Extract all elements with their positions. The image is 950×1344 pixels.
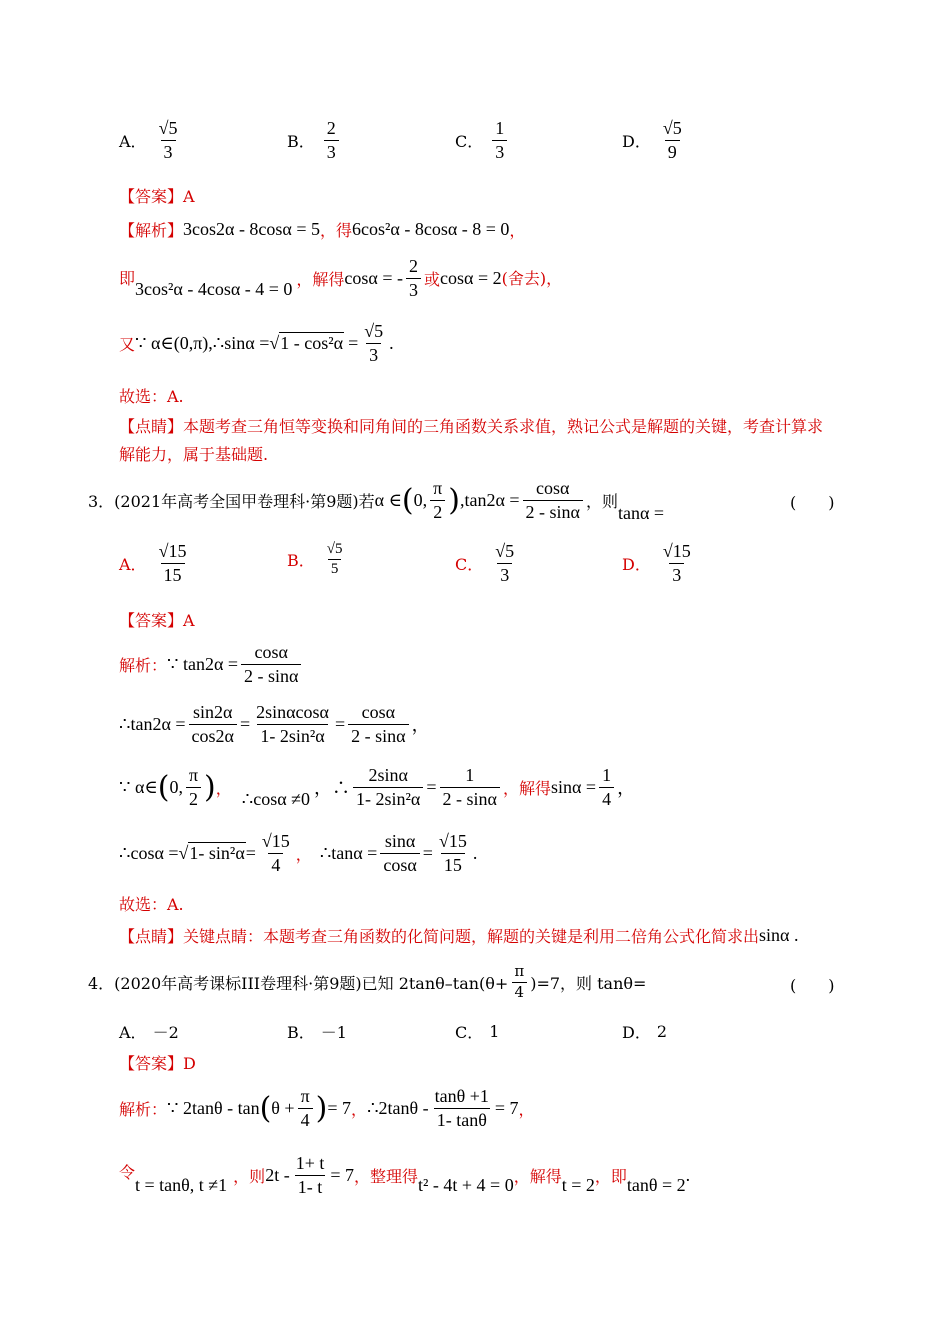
frac-num: 1 <box>602 764 612 785</box>
math-expr: ， <box>411 715 430 735</box>
option-value: 1 <box>489 1022 500 1041</box>
text: ，解得 <box>513 1166 562 1186</box>
frac-num: 1 <box>465 764 475 785</box>
frac-num: 1 <box>495 118 505 138</box>
frac-den: 3 <box>161 140 176 163</box>
option-value: －1 <box>320 1023 347 1042</box>
frac-den: 4 <box>298 1108 313 1131</box>
frac-den: 2 - sinα <box>523 500 583 523</box>
q2-dianjing-line2: 解能力，属于基础题. <box>119 445 269 464</box>
math-expr: . <box>685 1164 691 1185</box>
frac-den: 2 <box>186 787 201 810</box>
math-expr: ， <box>617 778 636 798</box>
math-expr: sinα = <box>550 776 597 797</box>
frac-num: √5 <box>662 118 682 138</box>
option-label: B． <box>287 1023 315 1042</box>
q3-select: 故选：A. <box>119 895 184 914</box>
math-expr: . <box>389 332 394 353</box>
math-expr: = 7 <box>327 1097 352 1118</box>
text: ， <box>295 844 312 864</box>
frac-num: √5 <box>158 118 178 138</box>
q2-answer <box>119 184 195 207</box>
frac-num: π <box>514 962 525 981</box>
text: ，则 <box>233 1166 266 1186</box>
q3-solution-line1 <box>119 638 304 690</box>
q4-answer-paren: ( ) <box>790 976 835 995</box>
frac-num: √15 <box>662 541 691 561</box>
text: ， <box>509 220 526 240</box>
q2-option-b[interactable] <box>287 118 342 162</box>
frac-den: 1- tanθ <box>434 1108 490 1131</box>
math-expr: ，∴ <box>314 778 351 798</box>
math-expr: t = 2 <box>561 1175 595 1195</box>
option-label: B． <box>287 551 315 571</box>
q3-answer-paren: ( ) <box>790 493 835 512</box>
math-expr: 2t - <box>265 1164 290 1185</box>
math-expr: = <box>348 332 359 353</box>
frac-den: cos2α <box>189 724 237 747</box>
frac-den: 4 <box>599 787 614 810</box>
frac-num: 1+ t <box>295 1152 325 1173</box>
option-label: A． <box>119 554 147 574</box>
text: ，解得 <box>502 778 551 798</box>
q4-solution-line1: 解析： ∵ 2tanθ - tan ( θ + $\frac{\pi}{4}$ ) = 7 ， ∴2tanθ - $\frac{\tan\theta +1}{1- \tan\theta}$ = 7 ， <box>119 1085 535 1130</box>
math-expr: 3cos2α - 8cosα = 5 <box>183 218 321 239</box>
q2-solution-line3: 又 ∵ α∈(0,π),∴sinα = √1 - cos²α = $\frac{√5}{3}$ . <box>119 320 394 365</box>
text: ，则 <box>585 491 618 511</box>
frac-num: sin2α <box>193 701 233 722</box>
q2-option-c[interactable] <box>455 118 510 162</box>
option-value: －2 <box>152 1023 179 1042</box>
q2-dianjing-line1 <box>119 414 823 437</box>
q2-option-a[interactable] <box>119 118 183 162</box>
q3-solution-line4: ∴cosα = √1- sin²α = $\frac{√15}{4}$ ， ∴tanα = $\frac{\sin\alpha}{\cos\alpha}$ = $\frac{√15}{15}$ . <box>119 830 478 875</box>
frac-num: π <box>188 764 199 785</box>
frac-num: cosα <box>361 701 396 722</box>
math-expr: cosα = - <box>344 267 403 288</box>
frac-den: 3 <box>366 343 381 366</box>
q4-answer <box>119 1051 196 1074</box>
answer-tag: 【答案】 <box>119 611 184 630</box>
text: ， <box>351 1099 368 1119</box>
frac-den: 2 - sinα <box>241 664 301 687</box>
math-expr: ∵ 2tanθ - tan <box>167 1097 260 1118</box>
math-expr: . <box>472 842 478 863</box>
jiexi-label: 解析： <box>119 1099 168 1119</box>
math-expr: α ∈ <box>374 489 402 510</box>
option-value: 2 <box>656 1022 668 1041</box>
frac-den: 15 <box>441 853 465 876</box>
math-expr: = 7 <box>330 1164 354 1185</box>
math-expr: ∵ α∈(0,π),∴sinα = <box>135 332 270 353</box>
frac-num: √5 <box>364 320 384 341</box>
radicand: 1- sin²α <box>189 843 245 863</box>
math-expr: ∴cosα = <box>119 842 179 863</box>
jiexi-tag: 【解析】 <box>119 220 184 240</box>
frac-den: 1- 2sin²α <box>353 787 423 810</box>
math-expr: 6cos²α - 8cosα - 8 = 0 <box>352 218 510 239</box>
math-expr: ∴tan2α = <box>119 713 186 734</box>
text: ，即 <box>594 1166 627 1186</box>
q4-stem <box>88 958 646 1006</box>
q2-solution-line1 <box>119 216 525 242</box>
frac-den: 1- t <box>295 1175 326 1198</box>
question-stem: 4．(2020年高考课标III卷理科·第9题)已知 2tanθ–tan(θ+ <box>88 973 509 993</box>
frac-den: 3 <box>324 140 339 163</box>
jiexi-label: 解析： <box>119 655 168 675</box>
answer-tag: 【答案】 <box>119 187 184 206</box>
frac-num: tanθ +1 <box>434 1085 489 1106</box>
frac-den: 2 - sinα <box>348 724 408 747</box>
dianjing-tag: 【点睛】 <box>119 926 184 946</box>
text: 又 <box>119 334 136 354</box>
text: ， <box>215 778 232 798</box>
frac-den: cosα <box>380 853 419 876</box>
q2-select: 故选：A. <box>119 387 184 406</box>
text: ，解得 <box>296 269 345 289</box>
text: 令 <box>119 1163 136 1182</box>
answer-value: A <box>183 187 195 206</box>
radicand: 1 - cos²α <box>280 333 344 353</box>
frac-den: 2 - sinα <box>440 787 500 810</box>
math-expr: cosα = 2 <box>440 267 502 288</box>
math-expr: 0, <box>413 489 428 510</box>
frac-den: 3 <box>497 563 512 586</box>
frac-num: cosα <box>254 641 288 662</box>
math-expr: θ + <box>271 1097 295 1118</box>
frac-num: cosα <box>536 477 570 498</box>
dianjing-text: 关键点睛：本题考查三角函数的化简问题，解题的关键是利用二倍角公式化简求出 <box>183 926 760 946</box>
dianjing-text: 本题考查三角恒等变换和同角间的三角函数关系求值，熟记公式是解题的关键，考查计算求 <box>183 417 824 436</box>
math-expr: ∴tanα = <box>319 842 378 863</box>
q2-solution-line2 <box>119 252 562 304</box>
frac-den: 3 <box>406 278 421 301</box>
answer-tag: 【答案】 <box>119 1054 184 1073</box>
q3-stem: 3．(2021年高考全国甲卷理科·第9题)若 α ∈ ( 0, $\frac{\pi}{2}$ ) ,tan2α = $\frac{\cos\alpha}{2 - \sin\alpha}$ ，则 tanα = <box>88 477 665 523</box>
q3-option-b[interactable] <box>287 541 349 579</box>
frac-num: √5 <box>495 541 515 561</box>
dianjing-tag: 【点睛】 <box>119 417 184 436</box>
q4-solution-line2 <box>119 1148 690 1202</box>
frac-num: 2sinαcosα <box>256 701 329 722</box>
option-label: D． <box>622 554 651 574</box>
math-expr: ,tan2α = <box>459 489 520 510</box>
option-label: C． <box>455 1023 484 1042</box>
q4-option-a[interactable] <box>119 1020 179 1043</box>
text: (舍去)， <box>501 269 563 288</box>
q3-option-d[interactable] <box>622 541 697 585</box>
math-expr: = 7 <box>494 1097 519 1118</box>
frac-num: π <box>300 1085 310 1106</box>
math-expr: tanα = <box>617 503 665 523</box>
text: 或 <box>424 269 441 289</box>
answer-value: A <box>183 611 195 630</box>
option-label: A． <box>119 131 147 151</box>
frac-den: 9 <box>665 140 680 163</box>
q2-option-d[interactable] <box>622 118 688 162</box>
frac-num: π <box>433 477 443 498</box>
option-label: C． <box>455 131 484 151</box>
text: ，得 <box>320 220 353 240</box>
option-label: D． <box>622 131 651 151</box>
frac-den: 15 <box>161 563 185 586</box>
q4-option-d[interactable] <box>622 1020 667 1043</box>
frac-den: 4 <box>268 853 283 876</box>
q3-solution-line3: ∵ α∈ ( 0, $\frac{\pi}{2}$ ) ， ∴cosα ≠0 ，∴ $\frac{2\sin\alpha}{\text{1- 2sin²α}}$ = $\frac{1}{2 - \sin\alpha}$ ，解得 sinα = $\frac{1}{4}$ ， <box>119 764 636 809</box>
frac-den: 2 <box>430 500 445 523</box>
option-label: C． <box>455 554 484 574</box>
frac-num: √5 <box>326 541 343 557</box>
frac-den: 3 <box>492 140 507 163</box>
frac-num: sinα <box>384 830 416 851</box>
frac-den: 4 <box>512 982 528 1001</box>
math-expr: ∵ tan2α = <box>167 653 239 674</box>
q3-dianjing <box>119 922 798 948</box>
text: 即 <box>119 269 136 288</box>
q4-option-c[interactable] <box>455 1020 499 1043</box>
answer-value: D <box>183 1054 196 1073</box>
question-stem: )=7，则 tanθ= <box>530 973 647 993</box>
q3-option-c[interactable] <box>455 541 520 585</box>
math-expr: tanθ = 2 <box>626 1175 686 1195</box>
option-label: B． <box>287 131 315 151</box>
frac-den: 1- 2sin²α <box>257 724 327 747</box>
math-expr: ∵ α∈ <box>119 776 158 797</box>
frac-num: 2sinα <box>368 764 408 785</box>
question-stem: 3．(2021年高考全国甲卷理科·第9题)若 <box>88 491 375 511</box>
math-expr: ∴2tanθ - <box>367 1097 429 1118</box>
frac-num: 2 <box>409 255 418 276</box>
frac-num: 2 <box>326 118 336 138</box>
q4-option-b[interactable] <box>287 1020 347 1043</box>
math-expr: ∴cosα ≠0 <box>241 789 311 809</box>
option-label: A． <box>119 1023 147 1042</box>
text: ， <box>518 1099 535 1119</box>
frac-num: √15 <box>158 541 187 561</box>
frac-den: 5 <box>328 559 342 578</box>
frac-den: 3 <box>669 563 684 586</box>
math-expr: 3cos²α - 4cosα - 4 = 0 <box>135 279 293 299</box>
frac-num: √15 <box>261 830 290 851</box>
math-expr: t = tanθ, t ≠1 <box>135 1175 228 1195</box>
q3-solution-line2: ∴tan2α = $\frac{\sin 2\alpha}{\cos 2\alpha}$ = $\frac{2\sin\alpha\cos\alpha}{\text{1- 2sin²α}}$ = $\frac{\cos\alpha}{2 - \sin\alpha}$ ， <box>119 701 430 746</box>
math-expr: 0, <box>169 776 183 797</box>
q3-option-a[interactable] <box>119 541 192 585</box>
q3-answer <box>119 608 195 631</box>
math-expr: sinα . <box>759 924 799 945</box>
frac-num: √15 <box>438 830 467 851</box>
math-expr: t² - 4t + 4 = 0 <box>418 1175 514 1195</box>
option-label: D． <box>622 1023 651 1042</box>
text: ，整理得 <box>354 1166 419 1186</box>
